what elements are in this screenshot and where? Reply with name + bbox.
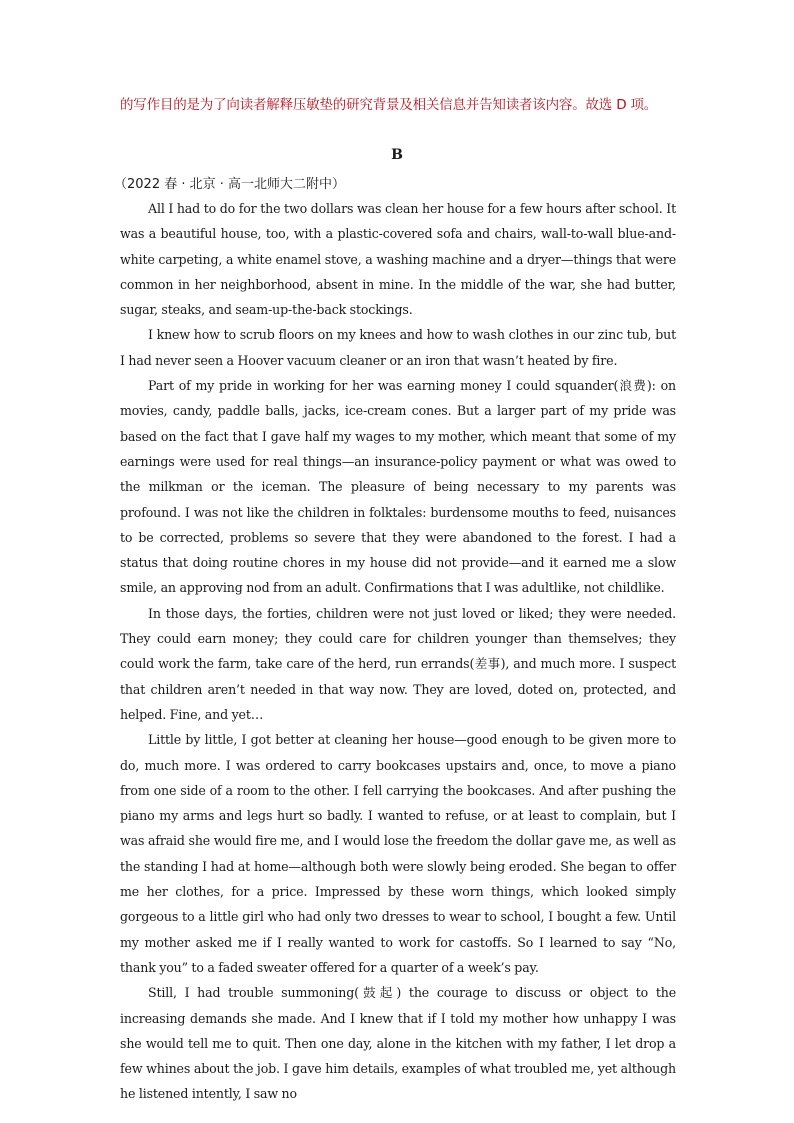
paragraph-3: Part of my pride in working for her was earning money I could squander(浪费): on movies, candy, paddle balls, jacks, ice-cream cones. But a larger part of my pride was based on the fact that I gave half my wages to my mother, which meant that some of my earnings were used for real things—an insurance-policy payment or what was owed to the milkman or the iceman. The pleasure of being necessary to my parents was profound. I was not like the children in folktales: burdensome mouths to feed, nuisances to be corrected, problems so severe that they were abandoned to the forest. I had a status that doing routine chores in my house did not provide—and it earned me a slow smile, an approving nod from an adult. Confirmations that I was adultlike, not childlike.	[120, 378, 676, 596]
paragraph-2: I knew how to scrub floors on my knees and how to wash clothes in our zinc tub, but I had never seen a Hoover vacuum cleaner or an iron that wasn’t heated by fire.	[120, 327, 676, 368]
paragraph-1: All I had to do for the two dollars was clean her house for a few hours after school. It was a beautiful house, too, with a plastic-covered sofa and chairs, wall-to-wall blue-and-white carpeting, a white enamel stove, a washing machine and a dryer—things that were common in her neighborhood, absent in mine. In the middle of the war, she had butter, sugar, steaks, and seam-up-the-back stockings.	[120, 201, 676, 318]
paragraph-6: Still, I had trouble summoning(鼓起) the courage to discuss or object to the increasing demands she made. And I knew that if I told my mother how unhappy I was she would tell me to quit. Then one day, alone in the kitchen with my father, I let drop a few whines about the job. I gave him details, examples of what troubled me, yet although he listened intently, I saw no	[120, 985, 676, 1102]
article-body	[120, 196, 676, 1107]
source-citation: （2022 春 · 北京 · 高一北师大二附中）	[114, 177, 346, 192]
paragraph-4: In those days, the forties, children were not just loved or liked; they were needed. They could earn money; they could care for children younger than themselves; they could work the farm, take care of the herd, run errands(差事), and much more. I suspect that children aren’t needed in that way now. They are loved, doted on, protected, and helped. Fine, and yet…	[120, 605, 676, 722]
paragraph-5: Little by little, I got better at cleaning her house—good enough to be given more to do, much more. I was ordered to carry bookcases upstairs and, once, to move a piano from one side of a room to the other. I fell carrying the bookcases. And after pushing the piano my arms and legs hurt so badly. I wanted to refuse, or at least to complain, but I was afraid she would fire me, and I would lose the freedom the dollar gave me, as well as the standing I had at home—although both were slowly being eroded. She began to offer me her clothes, for a price. Impressed by these worn things, which looked simply gorgeous to a little girl who had only two dresses to wear to school, I bought a few. Until my mother asked me if I really wanted to work for castoffs. So I learned to say “No, thank you” to a faded sweater offered for a quarter of a week’s pay.	[120, 732, 676, 975]
answer-explanation: 的写作目的是为了向读者解释压敏垫的研究背景及相关信息并告知读者该内容。故选 D 项。	[120, 97, 658, 113]
section-label: B	[391, 147, 403, 163]
